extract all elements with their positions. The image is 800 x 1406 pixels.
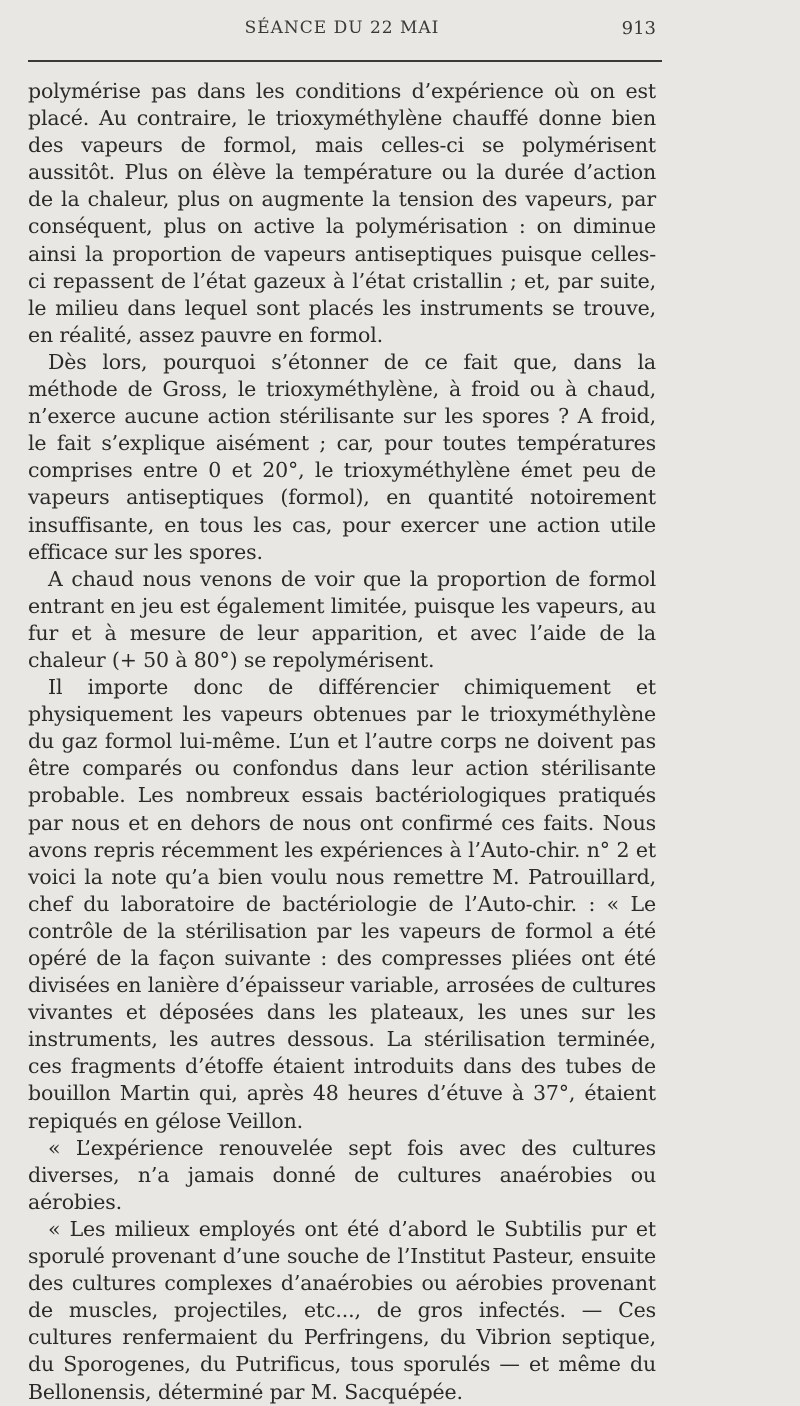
- body-text: [28, 78, 656, 1406]
- paragraph-5: « L’expérience renouvelée sept fois avec des cultures diverses, n’a jamais donné de cultures anaérobies ou aérobies.: [28, 1135, 656, 1214]
- running-title: SÉANCE DU 22 MAI: [244, 18, 440, 38]
- page-number: 913: [621, 18, 656, 39]
- paragraph-3: A chaud nous venons de voir que la proportion de formol entrant en jeu est également limitée, puisque les vapeurs, au fur et à mesure de leur apparition, et avec l’aide de la chaleur (+ 50 à 80°) se repolymérisent.: [28, 566, 656, 672]
- paragraph-1: polymérise pas dans les conditions d’expérience où on est placé. Au contraire, le trioxyméthylène chauffé donne bien des vapeurs de formol, mais celles-ci se polymérisent aussitôt. Plus on élève la température ou la durée d’action de la chaleur, plus on augmente la tension des vapeurs, par conséquent, plus on active la polymérisation : on diminue ainsi la proportion de vapeurs antiseptiques puisque celles-ci repassent de l’état gazeux à l’état cristallin ; et, par suite, le milieu dans lequel sont placés les instruments se trouve, en réalité, assez pauvre en formol.: [28, 79, 656, 347]
- page-header: [28, 18, 656, 48]
- paragraph-4: Il importe donc de différencier chimiquement et physiquement les vapeurs obtenues par le trioxyméthylène du gaz formol lui-même. L’un et l’autre corps ne doivent pas être comparés ou confondus dans leur action stérilisante probable. Les nombreux essais bactériologiques pratiqués par nous et en dehors de nous ont confirmé ces faits. Nous avons repris récemment les expériences à l’Auto-chir. n° 2 et voici la note qu’a bien voulu nous remettre M. Patrouillard, chef du laboratoire de bactériologie de l’Auto-chir. : « Le contrôle de la stérilisation par les vapeurs de formol a été opéré de la façon suivante : des compresses pliées ont été divisées en lanière d’épaisseur variable, arrosées de cultures vivantes et déposées dans les plateaux, les unes sur les instruments, les autres dessous. La stérilisation terminée, ces fragments d’étoffe étaient introduits dans des tubes de bouillon Martin qui, après 48 heures d’étuve à 37°, étaient repiqués en gélose Veillon.: [28, 675, 656, 1133]
- paragraph-6: « Les milieux employés ont été d’abord le Subtilis pur et sporulé provenant d’une souche de l’Institut Pasteur, ensuite des cultures complexes d’anaérobies ou aérobies provenant de muscles, projectiles, etc..., de gros infectés. — Ces cultures renfermaient du Perfringens, du Vibrion septique, du Sporogenes, du Putrificus, tous sporulés — et même du Bellonensis, déterminé par M. Sacquépée.: [28, 1216, 656, 1404]
- paragraph-2: Dès lors, pourquoi s’étonner de ce fait que, dans la méthode de Gross, le trioxyméthylène, à froid ou à chaud, n’exerce aucune action stérilisante sur les spores ? A froid, le fait s’explique aisément ; car, pour toutes températures comprises entre 0 et 20°, le trioxyméthylène émet peu de vapeurs antiseptiques (formol), en quantité notoirement insuffisante, en tous les cas, pour exercer une action utile efficace sur les spores.: [28, 349, 656, 564]
- header-rule: [28, 60, 662, 62]
